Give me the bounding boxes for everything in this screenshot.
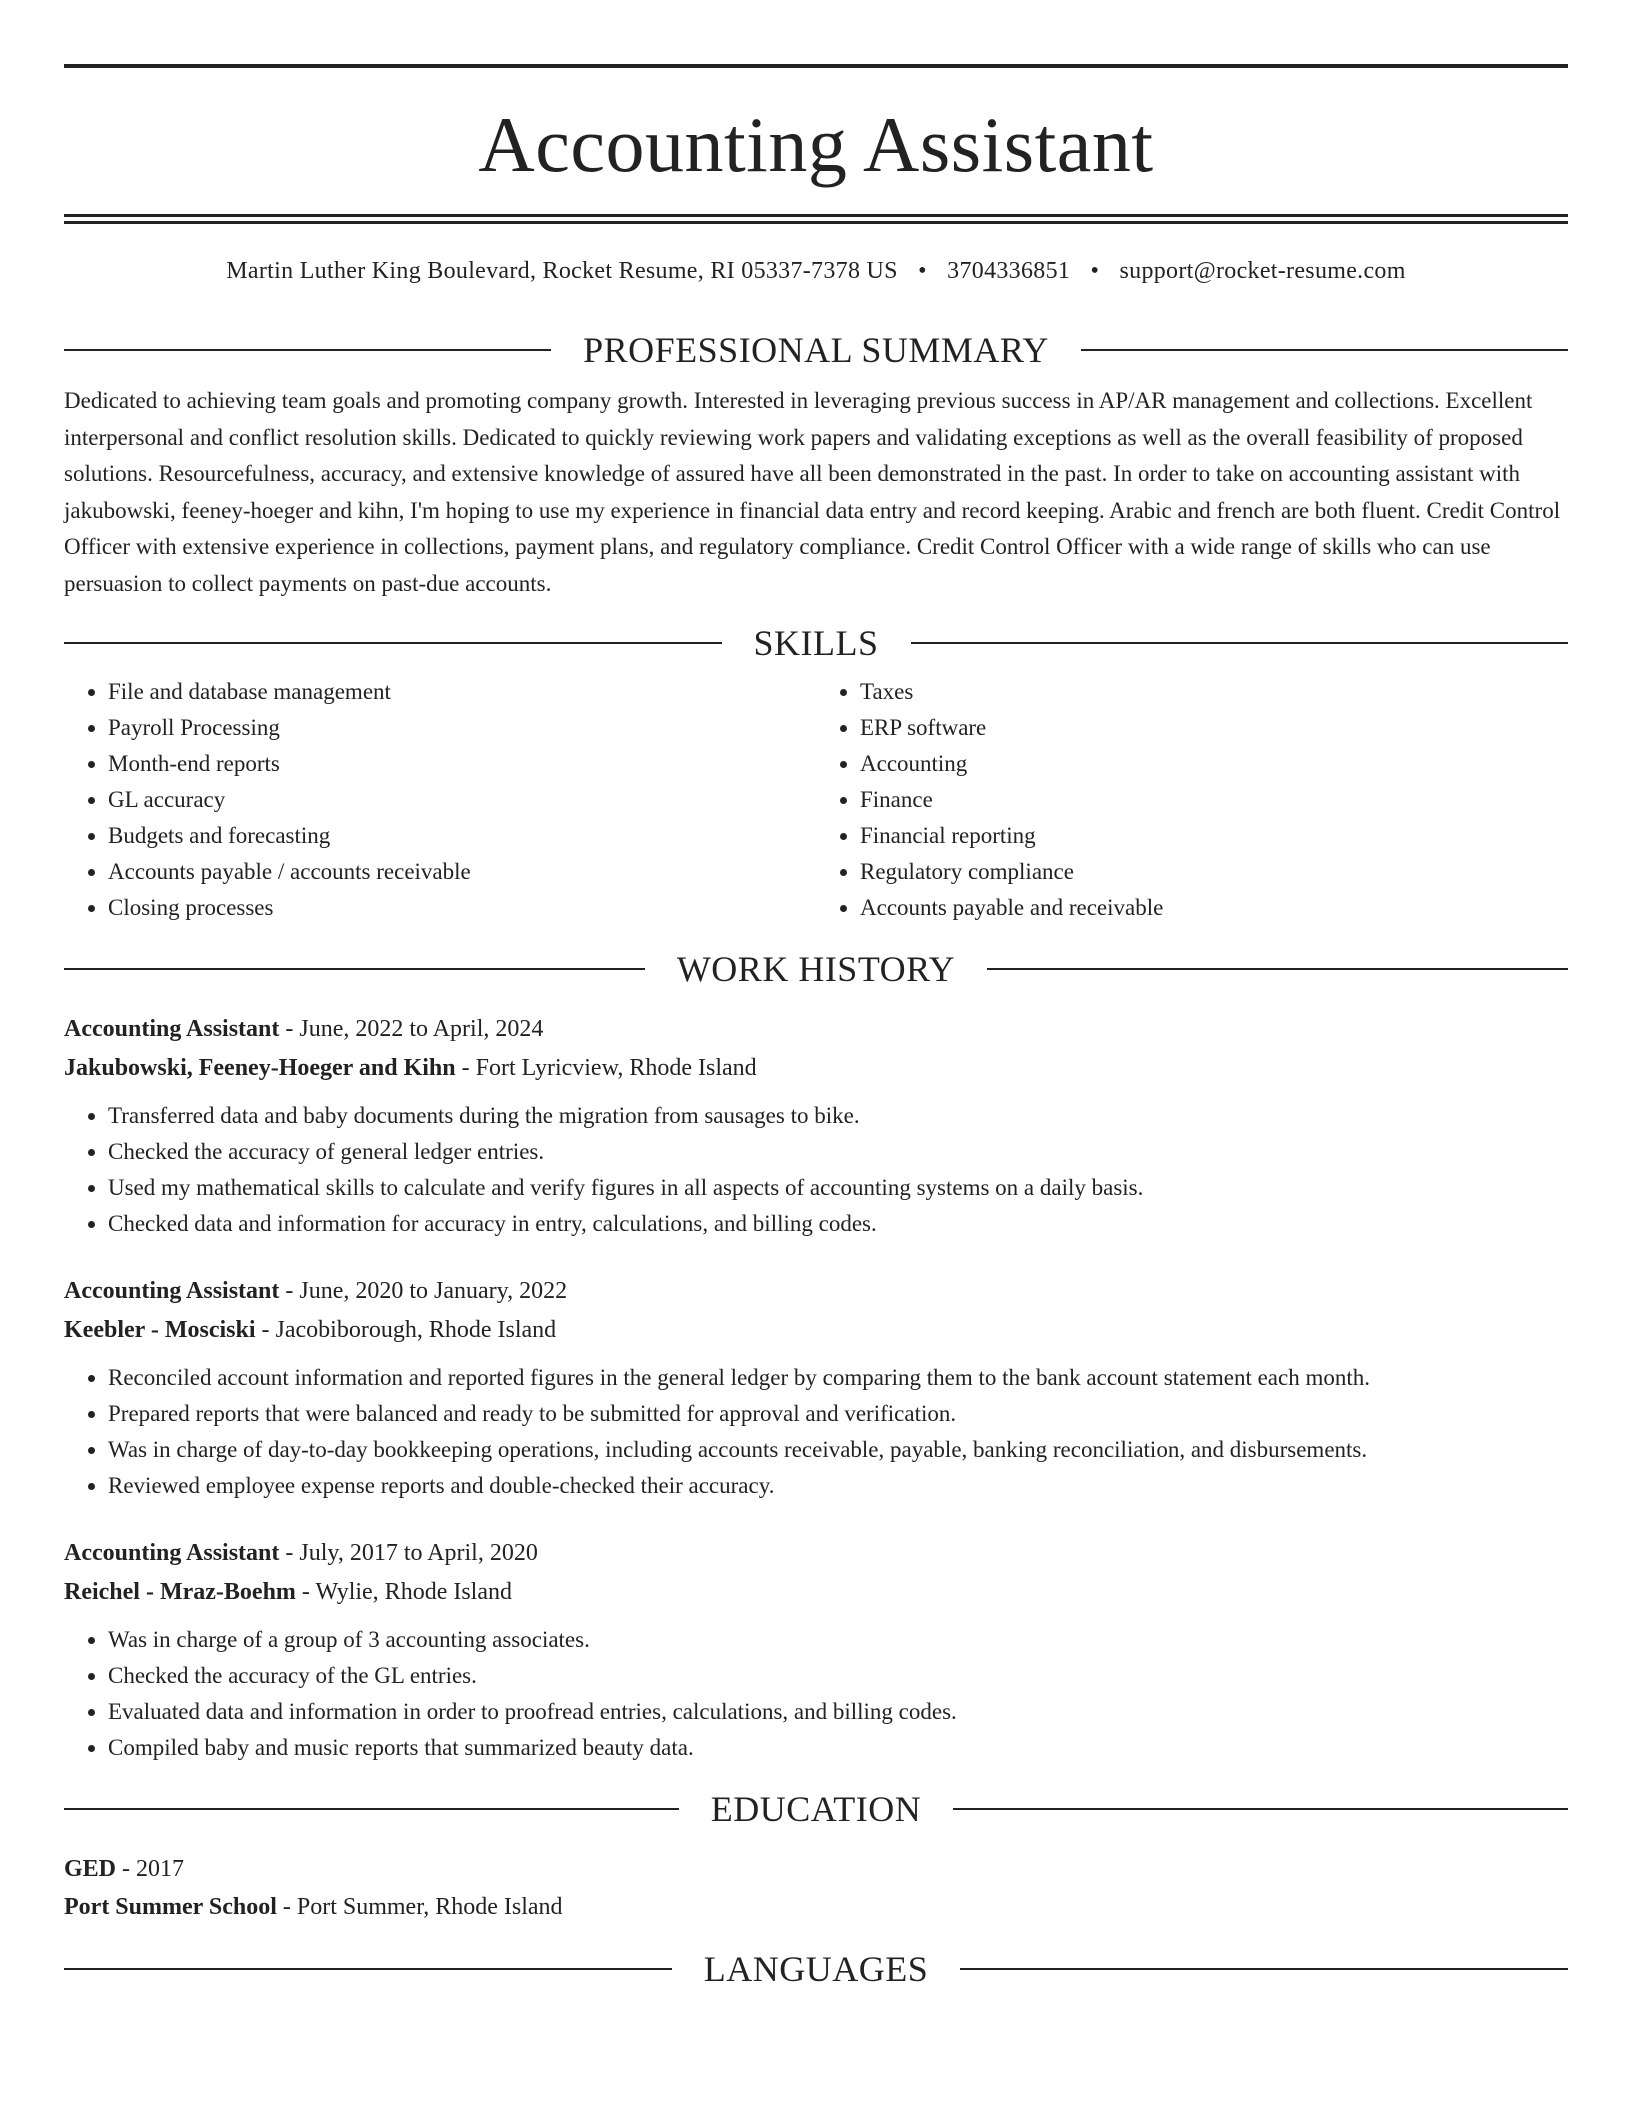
section-heading-languages xyxy=(64,1948,1568,1990)
skill-item: • Payroll Processing xyxy=(108,710,816,746)
skill-item: • Finance xyxy=(860,782,1568,818)
title-double-rule xyxy=(64,214,1568,224)
section-heading-education xyxy=(64,1788,1568,1830)
job-bullet: • Evaluated data and information in order to proofread entries, calculations, and billing codes. xyxy=(108,1694,1568,1730)
job-bullets xyxy=(64,1622,1568,1766)
section-title: SKILLS xyxy=(753,623,879,663)
job-role-line xyxy=(64,1010,1568,1049)
skill-item: • Accounting xyxy=(860,746,1568,782)
phone: 3704336851 xyxy=(947,258,1071,284)
job-role: Accounting Assistant xyxy=(64,1278,280,1304)
job-bullet: • Transferred data and baby documents during the migration from sausages to bike. xyxy=(108,1098,1568,1134)
job-company: Reichel - Mraz-Boehm xyxy=(64,1579,296,1605)
divider xyxy=(64,968,645,970)
job-bullet: • Prepared reports that were balanced and ready to be submitted for approval and verification. xyxy=(108,1396,1568,1432)
section-heading-work xyxy=(64,948,1568,990)
divider xyxy=(1081,349,1568,351)
section-title: EDUCATION xyxy=(710,1789,922,1829)
job-bullet: • Was in charge of a group of 3 accounting associates. xyxy=(108,1622,1568,1658)
job-location: - Jacobiborough, Rhode Island xyxy=(255,1317,557,1343)
job-bullets xyxy=(64,1098,1568,1242)
job-bullets xyxy=(64,1360,1568,1504)
job-company-line xyxy=(64,1311,1568,1350)
job-bullet: • Reconciled account information and reported figures in the general ledger by comparing them to the bank account statement each month. xyxy=(108,1360,1568,1396)
job-bullet: • Checked the accuracy of general ledger entries. xyxy=(108,1134,1568,1170)
resume-title: Accounting Assistant xyxy=(478,101,1154,188)
job-role: Accounting Assistant xyxy=(64,1540,280,1566)
divider xyxy=(960,1968,1568,1970)
skill-item: • Financial reporting xyxy=(860,818,1568,854)
job-dates: - July, 2017 to April, 2020 xyxy=(279,1540,538,1566)
section-title: LANGUAGES xyxy=(703,1949,929,1989)
job-role: Accounting Assistant xyxy=(64,1016,280,1042)
job-dates: - June, 2020 to January, 2022 xyxy=(279,1278,568,1304)
skills-column-right xyxy=(816,674,1568,926)
skill-item: • File and database management xyxy=(108,674,816,710)
job-role-line xyxy=(64,1534,1568,1573)
skill-item: • Taxes xyxy=(860,674,1568,710)
job-location: - Wylie, Rhode Island xyxy=(295,1579,512,1605)
job-entry xyxy=(64,1272,1568,1504)
job-company: Jakubowski, Feeney-Hoeger and Kihn xyxy=(64,1055,456,1081)
job-role-line xyxy=(64,1272,1568,1311)
skill-item: • ERP software xyxy=(860,710,1568,746)
education-degree: GED xyxy=(64,1856,117,1882)
divider xyxy=(987,968,1568,970)
skill-item: • Accounts payable / accounts receivable xyxy=(108,854,816,890)
contact-line xyxy=(64,258,1568,285)
skills-column-left xyxy=(64,674,816,926)
education-degree-line xyxy=(64,1850,1568,1888)
section-title: WORK HISTORY xyxy=(676,949,956,989)
job-bullet: • Checked the accuracy of the GL entries. xyxy=(108,1658,1568,1694)
skill-item: • Accounts payable and receivable xyxy=(860,890,1568,926)
section-heading-skills xyxy=(64,622,1568,664)
divider xyxy=(953,1808,1568,1810)
address: Martin Luther King Boulevard, Rocket Resume, RI 05337-7378 US xyxy=(226,258,898,284)
job-entry xyxy=(64,1010,1568,1242)
skill-item: • Regulatory compliance xyxy=(860,854,1568,890)
email: support@rocket-resume.com xyxy=(1119,258,1406,284)
contact-separator: • xyxy=(1090,258,1100,284)
job-entry xyxy=(64,1534,1568,1766)
job-bullet: • Checked data and information for accuracy in entry, calculations, and billing codes. xyxy=(108,1206,1568,1242)
divider xyxy=(911,642,1569,644)
job-location: - Fort Lyricview, Rhode Island xyxy=(455,1055,757,1081)
job-company: Keebler - Mosciski xyxy=(64,1317,256,1343)
divider xyxy=(64,642,722,644)
skills-list xyxy=(64,674,1568,926)
section-title: PROFESSIONAL SUMMARY xyxy=(583,330,1049,370)
skill-item: • Closing processes xyxy=(108,890,816,926)
job-dates: - June, 2022 to April, 2024 xyxy=(279,1016,544,1042)
contact-separator: • xyxy=(918,258,927,284)
education-entry xyxy=(64,1850,1568,1926)
section-heading-summary xyxy=(64,329,1568,371)
job-company-line xyxy=(64,1573,1568,1612)
job-bullet: • Compiled baby and music reports that summarized beauty data. xyxy=(108,1730,1568,1766)
education-year: - 2017 xyxy=(116,1856,185,1882)
divider xyxy=(64,1968,672,1970)
skill-item: • GL accuracy xyxy=(108,782,816,818)
education-school: Port Summer School xyxy=(64,1894,277,1920)
top-rule xyxy=(64,64,1568,68)
job-bullet: • Was in charge of day-to-day bookkeeping operations, including accounts receivable, payable, banking reconciliation, and disbursements. xyxy=(108,1432,1568,1468)
education-school-line xyxy=(64,1888,1568,1926)
divider xyxy=(64,349,551,351)
education-location: - Port Summer, Rhode Island xyxy=(276,1894,563,1920)
job-bullet: • Reviewed employee expense reports and double-checked their accuracy. xyxy=(108,1468,1568,1504)
skill-item: • Budgets and forecasting xyxy=(108,818,816,854)
skill-item: • Month-end reports xyxy=(108,746,816,782)
divider xyxy=(64,1808,679,1810)
summary-text: Dedicated to achieving team goals and promoting company growth. Interested in leveraging previous success in AP/AR management and collections. Excellent interpersonal and conflict resolution skills. Dedicated to quickly reviewing work papers and validating exceptions as well as the overall feasibility of proposed solutions. Resourcefulness, accuracy, and extensive knowledge of assured have all been demonstrated in the past. In order to take on accounting assistant with jakubowski, feeney-hoeger and kihn, I'm hoping to use my experience in financial data entry and record keeping. Arabic and french are both fluent. Credit Control Officer with extensive experience in collections, payment plans, and regulatory compliance. Credit Control Officer with a wide range of skills who can use persuasion to collect payments on past-due accounts. xyxy=(64,388,1561,596)
job-bullet: • Used my mathematical skills to calculate and verify figures in all aspects of accounting systems on a daily basis. xyxy=(108,1170,1568,1206)
job-company-line xyxy=(64,1049,1568,1088)
